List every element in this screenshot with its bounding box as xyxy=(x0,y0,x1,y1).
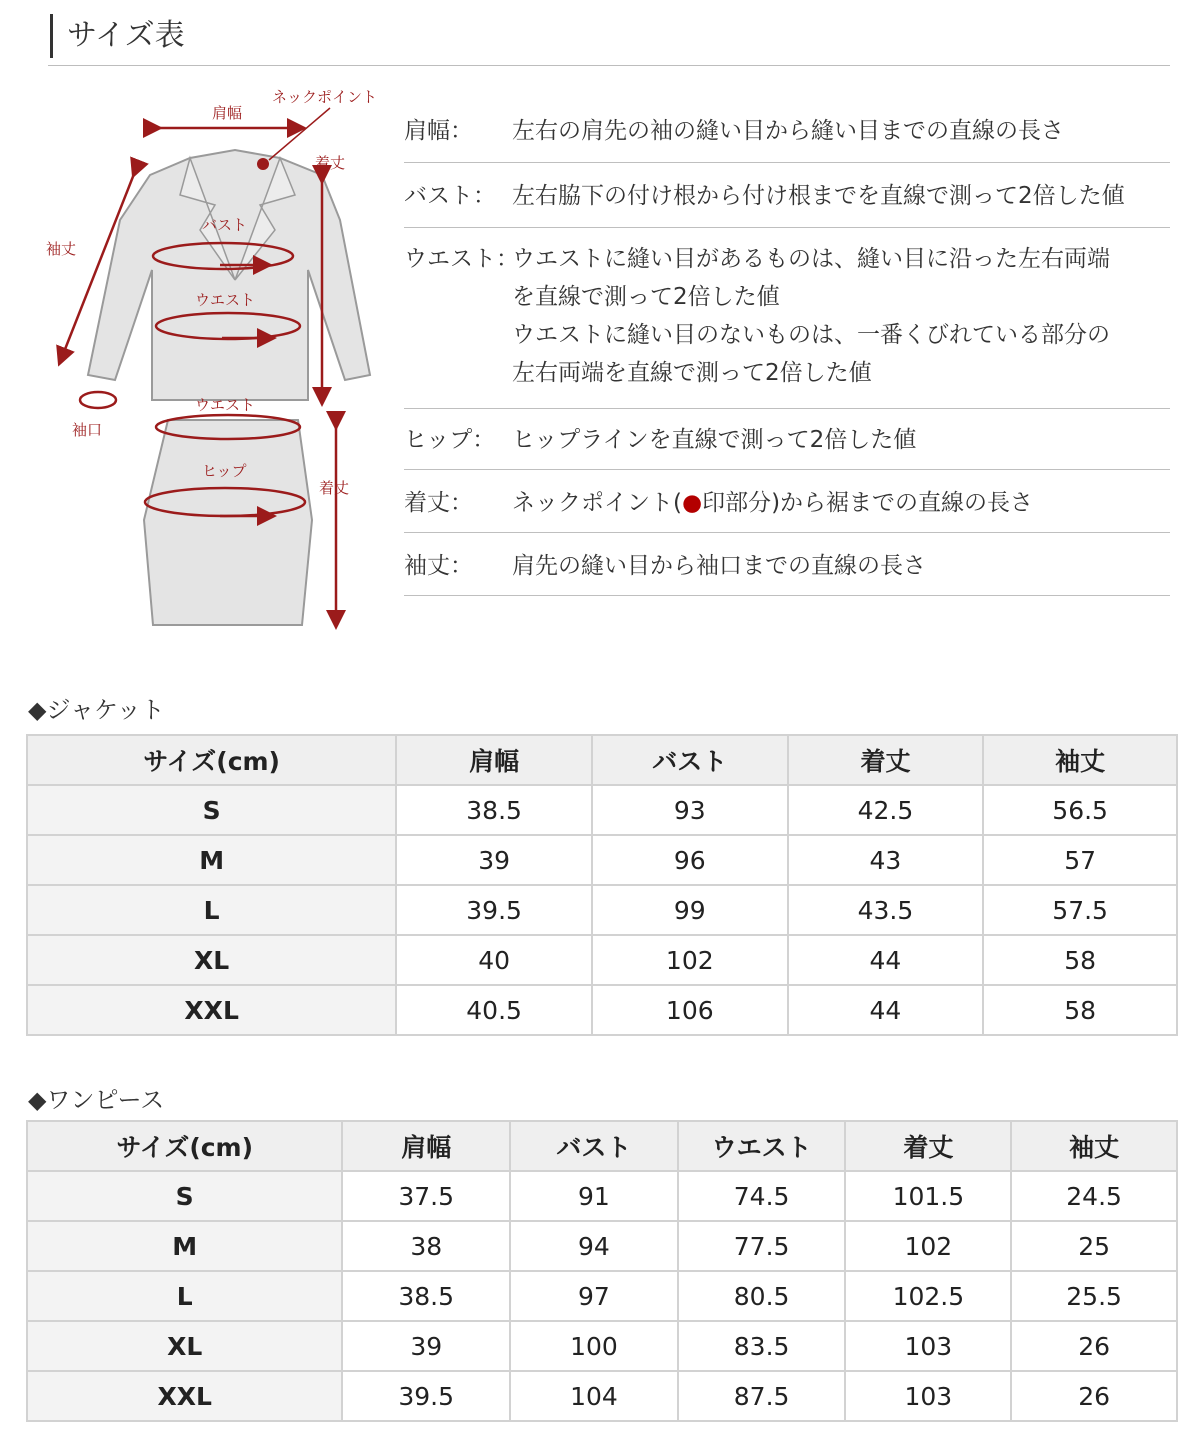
measurement-cell: 104 xyxy=(510,1371,678,1421)
header-size: サイズ(cm) xyxy=(27,735,396,785)
table-row xyxy=(27,885,1177,935)
table-row xyxy=(27,985,1177,1035)
measurement-cell: 103 xyxy=(845,1321,1011,1371)
header-length: 着丈 xyxy=(845,1121,1011,1171)
label-neck-point: ネックポイント xyxy=(272,88,378,106)
measurement-cell: 101.5 xyxy=(845,1171,1011,1221)
measurement-cell: 58 xyxy=(983,935,1177,985)
label-length-bottom: 着丈 xyxy=(319,479,350,497)
header-length: 着丈 xyxy=(788,735,984,785)
measurement-cell: 57.5 xyxy=(983,885,1177,935)
jacket-size-table xyxy=(26,734,1178,1036)
garment-illustration xyxy=(40,80,390,640)
definition-row xyxy=(404,163,1170,228)
header-size: サイズ(cm) xyxy=(27,1121,342,1171)
measurement-cell: 25 xyxy=(1011,1221,1177,1271)
definition-row xyxy=(404,100,1170,163)
onepiece-section-label: ◆ワンピース xyxy=(28,1086,165,1114)
measurement-cell: 44 xyxy=(788,935,984,985)
table-row xyxy=(27,1171,1177,1221)
definition-term: バスト： xyxy=(404,183,496,209)
measurement-cell: 97 xyxy=(510,1271,678,1321)
measurement-definitions xyxy=(404,100,1170,596)
table-header-row xyxy=(27,1121,1177,1171)
measurement-cell: 57 xyxy=(983,835,1177,885)
skirt-shape xyxy=(144,420,312,625)
measurement-cell: 38.5 xyxy=(396,785,592,835)
measurement-cell: 74.5 xyxy=(678,1171,846,1221)
measurement-cell: 99 xyxy=(592,885,788,935)
size-cell: S xyxy=(27,1171,342,1221)
measurement-cell: 58 xyxy=(983,985,1177,1035)
definition-desc: 左右脇下の付け根から付け根までを直線で測って2倍した値 xyxy=(512,183,1125,209)
title-divider xyxy=(48,65,1170,66)
cuff-loop xyxy=(80,392,116,408)
neck-point-dot xyxy=(257,158,269,170)
definition-term: ヒップ： xyxy=(404,427,496,453)
definition-row xyxy=(404,409,1170,470)
measurement-cell: 56.5 xyxy=(983,785,1177,835)
measurement-cell: 38 xyxy=(342,1221,510,1271)
measurement-cell: 106 xyxy=(592,985,788,1035)
measurement-diagram xyxy=(40,80,390,640)
definition-term: 袖丈： xyxy=(404,553,473,579)
measurement-cell: 77.5 xyxy=(678,1221,846,1271)
table-row xyxy=(27,785,1177,835)
measurement-cell: 38.5 xyxy=(342,1271,510,1321)
header-sleeve: 袖丈 xyxy=(1011,1121,1177,1171)
jacket-shape xyxy=(88,150,370,400)
label-bust: バスト xyxy=(202,216,248,234)
size-cell: S xyxy=(27,785,396,835)
header-bust: バスト xyxy=(592,735,788,785)
size-cell: XL xyxy=(27,1321,342,1371)
measurement-cell: 93 xyxy=(592,785,788,835)
definition-row xyxy=(404,470,1170,533)
measurement-cell: 83.5 xyxy=(678,1321,846,1371)
measurement-cell: 26 xyxy=(1011,1371,1177,1421)
definition-desc: 肩先の縫い目から袖口までの直線の長さ xyxy=(512,553,926,579)
measurement-cell: 43 xyxy=(788,835,984,885)
table-row xyxy=(27,935,1177,985)
size-cell: XL xyxy=(27,935,396,985)
onepiece-size-table xyxy=(26,1120,1178,1422)
definition-desc: ヒップラインを直線で測って2倍した値 xyxy=(512,427,917,453)
size-cell: L xyxy=(27,1271,342,1321)
table-header-row xyxy=(27,735,1177,785)
measurement-cell: 102 xyxy=(845,1221,1011,1271)
measurement-cell: 39.5 xyxy=(396,885,592,935)
header-sleeve: 袖丈 xyxy=(983,735,1177,785)
jacket-section-label: ◆ジャケット xyxy=(28,696,165,724)
measurement-cell: 26 xyxy=(1011,1321,1177,1371)
measurement-cell: 40 xyxy=(396,935,592,985)
measurement-cell: 87.5 xyxy=(678,1371,846,1421)
measurement-cell: 94 xyxy=(510,1221,678,1271)
header-shoulder: 肩幅 xyxy=(396,735,592,785)
measurement-cell: 44 xyxy=(788,985,984,1035)
measurement-cell: 80.5 xyxy=(678,1271,846,1321)
measurement-cell: 42.5 xyxy=(788,785,984,835)
size-cell: XXL xyxy=(27,985,396,1035)
page-title: サイズ表 xyxy=(50,14,185,58)
neck-point-marker-icon: ● xyxy=(681,490,703,516)
label-waist-top: ウエスト xyxy=(195,291,256,309)
measurement-cell: 102.5 xyxy=(845,1271,1011,1321)
table-row xyxy=(27,1371,1177,1421)
measurement-cell: 103 xyxy=(845,1371,1011,1421)
header-bust: バスト xyxy=(510,1121,678,1171)
table-row xyxy=(27,835,1177,885)
measurement-cell: 100 xyxy=(510,1321,678,1371)
size-cell: M xyxy=(27,835,396,885)
table-row xyxy=(27,1271,1177,1321)
size-cell: XXL xyxy=(27,1371,342,1421)
definition-term: 着丈： xyxy=(404,490,473,516)
measurement-cell: 40.5 xyxy=(396,985,592,1035)
table-row xyxy=(27,1221,1177,1271)
header-shoulder: 肩幅 xyxy=(342,1121,510,1171)
definition-term: 肩幅： xyxy=(404,118,473,144)
label-waist-bottom: ウエスト xyxy=(195,396,256,414)
definition-desc: ネックポイント(●印部分)から裾までの直線の長さ xyxy=(512,490,1034,516)
definition-row xyxy=(404,533,1170,596)
measurement-cell: 91 xyxy=(510,1171,678,1221)
size-cell: M xyxy=(27,1221,342,1271)
measurement-cell: 39.5 xyxy=(342,1371,510,1421)
header-waist: ウエスト xyxy=(678,1121,846,1171)
measurement-cell: 24.5 xyxy=(1011,1171,1177,1221)
measurement-cell: 39 xyxy=(342,1321,510,1371)
label-length-top: 着丈 xyxy=(315,154,346,172)
size-cell: L xyxy=(27,885,396,935)
label-shoulder: 肩幅 xyxy=(212,104,243,122)
definition-row xyxy=(404,228,1170,409)
table-row xyxy=(27,1321,1177,1371)
measurement-cell: 25.5 xyxy=(1011,1271,1177,1321)
measurement-cell: 39 xyxy=(396,835,592,885)
definition-term: ウエスト： xyxy=(404,246,519,272)
measurement-cell: 102 xyxy=(592,935,788,985)
measurement-cell: 96 xyxy=(592,835,788,885)
label-sleeve: 袖丈 xyxy=(46,240,77,258)
definition-desc: ウエストに縫い目があるものは、縫い目に沿った左右両端 を直線で測って2倍した値 ウエストに縫い目のないものは、一番くびれている部分の 左右両端を直線で測って2倍した値 xyxy=(512,246,1110,386)
label-hip: ヒップ xyxy=(202,462,247,480)
label-cuff: 袖口 xyxy=(72,421,103,439)
definition-desc: 左右の肩先の袖の縫い目から縫い目までの直線の長さ xyxy=(512,118,1064,144)
measurement-cell: 37.5 xyxy=(342,1171,510,1221)
measurement-cell: 43.5 xyxy=(788,885,984,935)
